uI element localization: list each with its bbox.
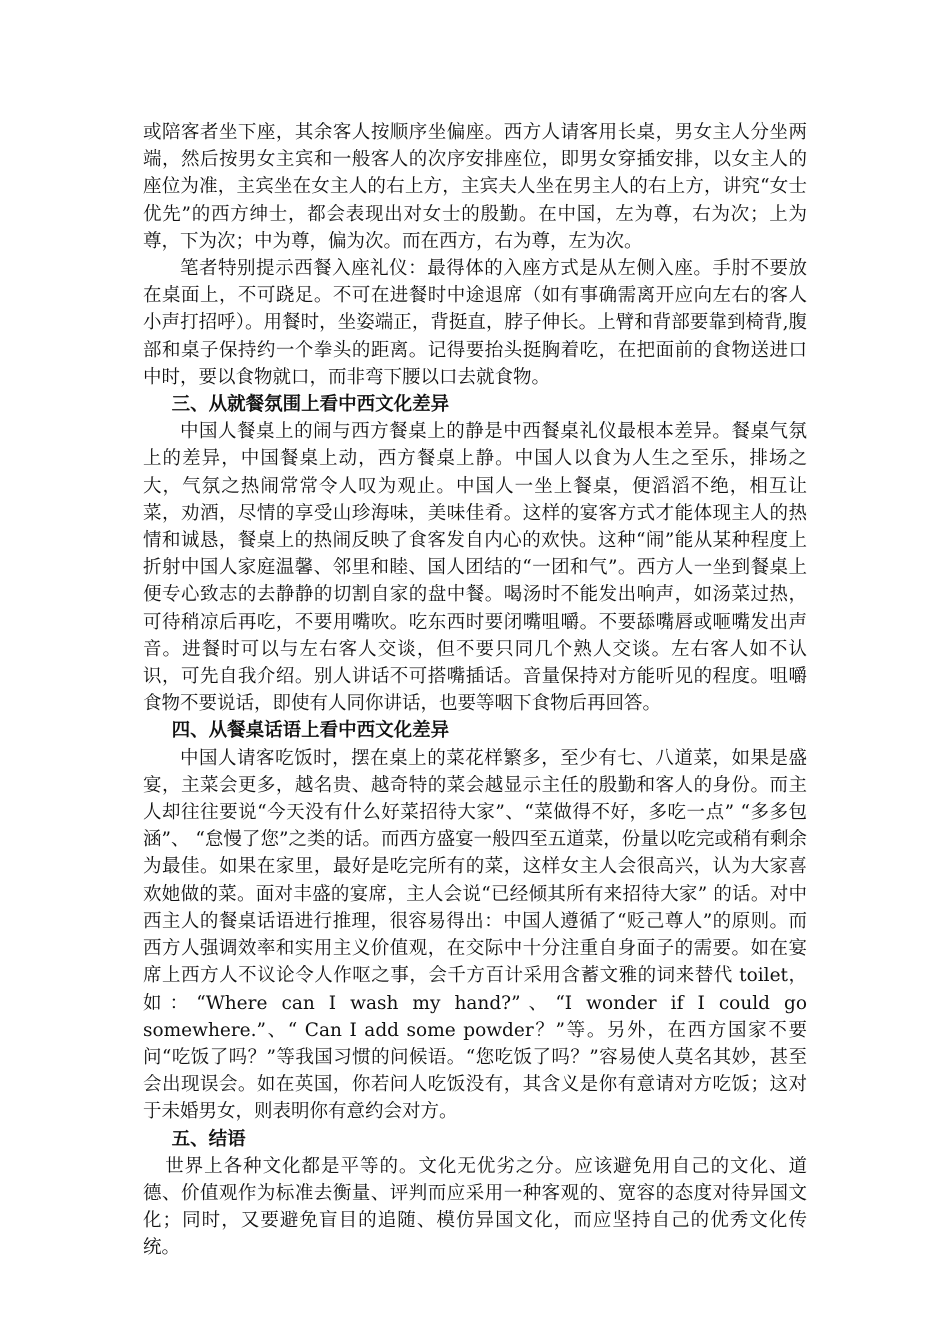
section-heading-dining-atmosphere: 三、从就餐氛围上看中西文化差异 [171,394,450,416]
section-heading-conclusion: 五、结语 [171,1128,246,1150]
document-body [143,119,807,1262]
section-heading-table-talk: 四、从餐桌话语上看中西文化差异 [171,720,450,742]
paragraph-western-seating-etiquette: 笔者特别提示西餐入座礼仪：最得体的入座方式是从左侧入座。手肘不要放在桌面上，不可跷足。不可在进餐时中途退席（如有事确需离开应向左右的客人小声打招呼）。用餐时，坐姿端正，背挺直，脖子伸长。上臂和背部要靠到椅背,腹部和桌子保持约一个拳头的距离。记得要抬头挺胸着吃，在把面前的食物送进口中时，要以食物就口，而非弯下腰以口去就食物。 [143,258,807,388]
paragraph-seating-order-continued: 或陪客者坐下座，其余客人按顺序坐偏座。西方人请客用长桌，男女主人分坐两端，然后按男女主宾和一般客人的次序安排座位，即男女穿插安排，以女主人的座位为准，主宾坐在女主人的右上方，主宾夫人坐在男主人的右上方，讲究“女士优先”的西方绅士，都会表现出对女士的殷勤。在中国，左为尊，右为次；上为尊，下为次；中为尊，偏为次。而在西方，右为尊，左为次。 [143,122,807,252]
paragraph-conclusion: 世界上各种文化都是平等的。文化无优劣之分。应该避免用自己的文化、道德、价值观作为标准去衡量、评判而应采用一种客观的、宽容的态度对待异国文化；同时，又要避免盲目的追随、模仿异国文化，而应坚持自己的优秀文化传统。 [143,1155,807,1259]
paragraph-table-talk: 中国人请客吃饭时，摆在桌上的菜花样繁多，至少有七、八道菜，如果是盛宴，主菜会更多，越名贵、越奇特的菜会越显示主任的殷勤和客人的身份。而主人却往往要说“今天没有什么好菜招待大家”、“菜做得不好，多吃一点” “多多包涵”、 “怠慢了您”之类的话。而西方盛宴一般四至五道菜，份量以吃完或稍有剩余为最佳。如果在家里，最好是吃完所有的菜，这样女主人会很高兴，认为大家喜欢她做的菜。面对丰盛的宴席，主人会说“已经倾其所有来招待大家” 的话。对中西主人的餐桌话语进行推理，很容易得出：中国人遵循了“贬己尊人”的原则。而西方人强调效率和实用主义价值观，在交际中十分注重自身面子的需要。如在宴席上西方人不议论令人作呕之事，会千方百计采用含蓄文雅的词来替代 toilet，如：“Where can I wash my hand?”、“I wonder if I could go somewhere.”、“ Can I add some powder？”等。另外，在西方国家不要问“吃饭了吗？”等我国习惯的问候语。“您吃饭了吗？”容易使人莫名其妙，甚至会出现误会。如在英国，你若问人吃饭没有，其含义是你有意请对方吃饭；这对于未婚男女，则表明你有意约会对方。 [143,747,807,1123]
paragraph-dining-atmosphere: 中国人餐桌上的闹与西方餐桌上的静是中西餐桌礼仪最根本差异。餐桌气氛上的差异，中国餐桌上动，西方餐桌上静。中国人以食为人生之至乐，排场之大，气氛之热闹常常令人叹为观止。中国人一坐上餐桌，便滔滔不绝，相互让菜，劝酒，尽情的享受山珍海味，美味佳肴。这样的宴客方式才能体现主人的热情和诚恳，餐桌上的热闹反映了食客发自内心的欢快。这种“闹”能从某种程度上折射中国人家庭温馨、邻里和睦、国人团结的“一团和气”。西方人一坐到餐桌上便专心致志的去静静的切割自家的盘中餐。喝汤时不能发出响声，如汤菜过热，可待稍凉后再吃，不要用嘴吹。吃东西时要闭嘴咀嚼。不要舔嘴唇或咂嘴发出声音。进餐时可以与左右客人交谈，但不要只同几个熟人交谈。左右客人如不认识，可先自我介绍。别人讲话不可搭嘴插话。音量保持对方能听见的程度。咀嚼食物不要说话，即使有人同你讲话，也要等咽下食物后再回答。 [143,421,807,715]
